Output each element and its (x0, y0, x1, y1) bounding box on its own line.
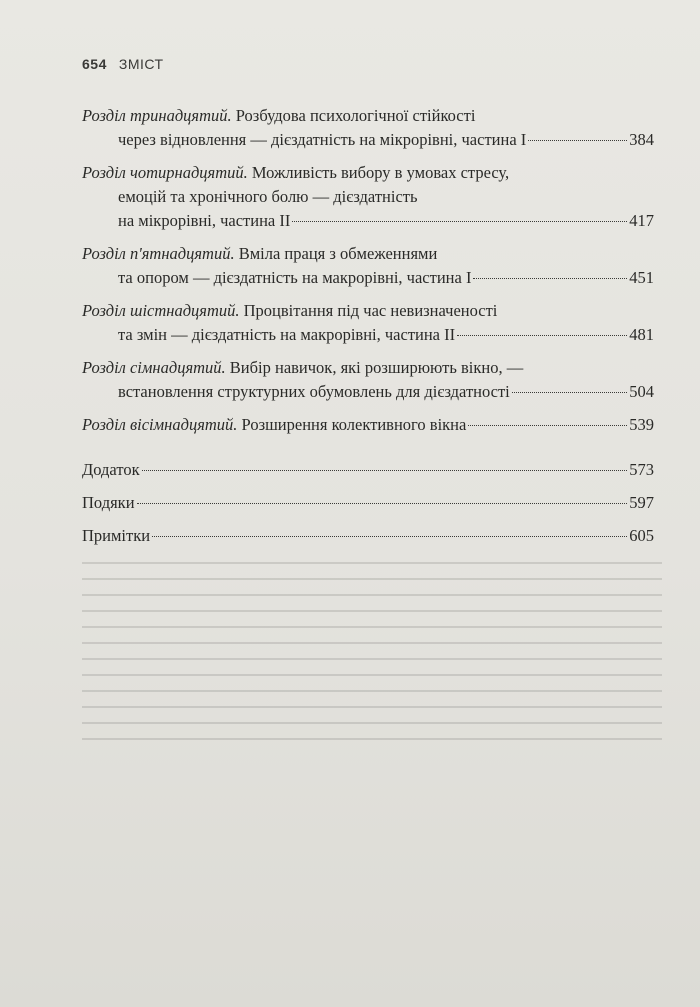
back-matter-title: Подяки (82, 493, 135, 512)
dot-leader (152, 536, 627, 537)
chapter-title: Можливість вибору в умовах стресу, (251, 163, 510, 182)
toc-entry-line (82, 185, 654, 209)
chapter-label: Розділ тринадцятий. (82, 106, 232, 125)
chapter-title-end: на мікрорівні, частина II (118, 211, 291, 230)
toc-page-number: 481 (629, 325, 654, 344)
toc-entry-chapter-13 (82, 104, 654, 152)
show-through-line (82, 642, 662, 644)
toc-entry-chapter-16 (82, 299, 654, 347)
show-through-line (82, 562, 662, 564)
toc-page-number: 573 (629, 460, 654, 479)
dot-leader (473, 278, 627, 279)
chapter-label: Розділ чотирнадцятий. (82, 163, 248, 182)
table-of-contents (82, 104, 654, 557)
show-through-line (82, 578, 662, 580)
toc-entry-line (82, 104, 654, 128)
chapter-title-end: та змін — дієздатність на макрорівні, частина II (118, 325, 456, 344)
toc-entry-notes (82, 524, 654, 548)
toc-entry-leader-line (82, 266, 654, 290)
chapter-title: Вибір навичок, які розширюють вікно, — (229, 358, 524, 377)
show-through-shadow (82, 548, 662, 754)
chapter-label: Розділ сімнадцятий. (82, 358, 226, 377)
chapter-title-end: встановлення структурних обумовлень для дієздатності (118, 382, 510, 401)
show-through-line (82, 690, 662, 692)
toc-page-number: 539 (629, 415, 654, 434)
toc-entry-chapter-18 (82, 413, 654, 437)
toc-page-number: 384 (629, 130, 654, 149)
toc-entry-chapter-14 (82, 161, 654, 233)
toc-entry-leader-line (82, 413, 654, 437)
toc-entry-line (82, 242, 654, 266)
chapter-label: Розділ вісімнадцятий. (82, 415, 238, 434)
toc-entry-leader-line (82, 491, 654, 515)
toc-page-number: 451 (629, 268, 654, 287)
dot-leader (528, 140, 627, 141)
toc-page-number: 605 (629, 526, 654, 545)
toc-entry-acknowledgements (82, 491, 654, 515)
chapter-title-end: через відновлення — дієздатність на мікрорівні, частина I (118, 130, 527, 149)
chapter-title-end: та опором — дієздатність на макрорівні, частина I (118, 268, 472, 287)
running-title: ЗМІСТ (118, 56, 164, 72)
show-through-line (82, 722, 662, 724)
toc-entry-leader-line (82, 323, 654, 347)
toc-entry-leader-line (82, 128, 654, 152)
toc-entry-leader-line (82, 524, 654, 548)
toc-entry-leader-line (82, 458, 654, 482)
toc-page-number: 504 (629, 382, 654, 401)
show-through-line (82, 626, 662, 628)
back-matter-title: Додаток (82, 460, 140, 479)
toc-page-number: 417 (629, 211, 654, 230)
chapter-title: Вміла праця з обмеженнями (238, 244, 438, 263)
toc-entry-chapter-17 (82, 356, 654, 404)
dot-leader (457, 335, 627, 336)
chapter-title: Процвітання під час невизначеності (243, 301, 498, 320)
toc-entry-chapter-15 (82, 242, 654, 290)
dot-leader (137, 503, 628, 504)
show-through-line (82, 594, 662, 596)
toc-entry-leader-line (82, 209, 654, 233)
running-header (82, 56, 164, 72)
show-through-line (82, 706, 662, 708)
chapter-label: Розділ шістнадцятий. (82, 301, 240, 320)
chapter-title: Розбудова психологічної стійкості (235, 106, 476, 125)
show-through-line (82, 738, 662, 740)
toc-entry-line (82, 161, 654, 185)
chapter-title: Розширення колективного вікна (241, 415, 467, 434)
toc-entry-appendix (82, 458, 654, 482)
show-through-line (82, 658, 662, 660)
dot-leader (468, 425, 627, 426)
toc-page-number: 597 (629, 493, 654, 512)
toc-entry-line (82, 356, 654, 380)
toc-entry-line (82, 299, 654, 323)
chapter-title-line (82, 413, 466, 437)
dot-leader (512, 392, 627, 393)
show-through-line (82, 610, 662, 612)
page-number: 654 (82, 56, 107, 72)
chapter-title-cont: емоцій та хронічного болю — дієздатність (118, 187, 418, 206)
toc-entry-leader-line (82, 380, 654, 404)
dot-leader (292, 221, 627, 222)
chapter-label: Розділ п'ятнадцятий. (82, 244, 235, 263)
show-through-line (82, 674, 662, 676)
section-gap (82, 446, 654, 458)
back-matter-title: Примітки (82, 526, 151, 545)
dot-leader (142, 470, 628, 471)
